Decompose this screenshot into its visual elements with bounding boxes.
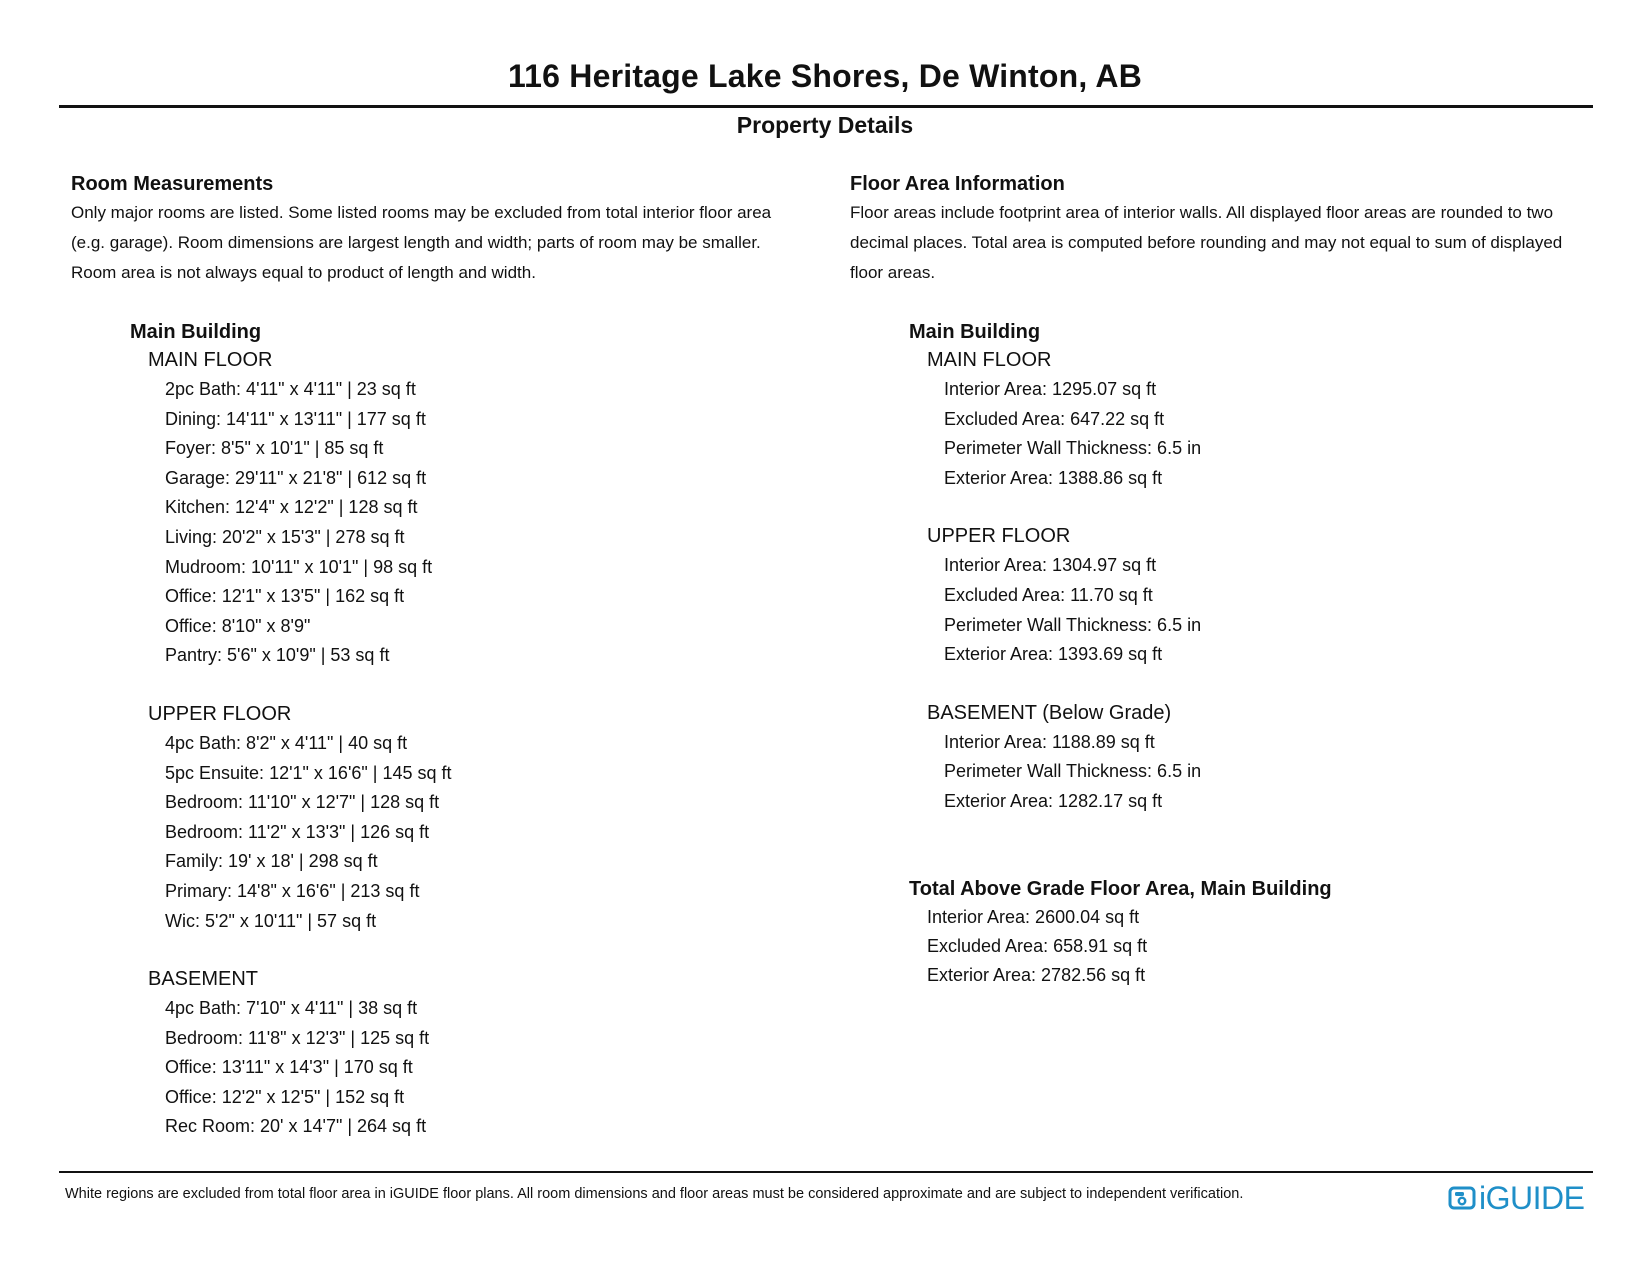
- room-item: Foyer: 8'5" x 10'1" | 85 sq ft: [165, 438, 384, 459]
- floor-heading-basement: BASEMENT (Below Grade): [927, 701, 1172, 724]
- total-area-item: Excluded Area: 658.91 sq ft: [927, 935, 1148, 956]
- floor-heading-upper: UPPER FLOOR: [148, 702, 292, 725]
- room-item: 4pc Bath: 8'2" x 4'11" | 40 sq ft: [165, 732, 408, 753]
- room-item: Family: 19' x 18' | 298 sq ft: [165, 851, 378, 872]
- room-item: Office: 12'2" x 12'5" | 152 sq ft: [165, 1086, 405, 1107]
- room-measurements-note: [71, 198, 811, 288]
- room-item: 5pc Ensuite: 12'1" x 16'6" | 145 sq ft: [165, 762, 452, 783]
- area-item: Interior Area: 1295.07 sq ft: [944, 379, 1157, 399]
- room-item: Primary: 14'8" x 16'6" | 213 sq ft: [165, 880, 420, 901]
- room-measurements-section: [71, 172, 811, 1142]
- footer-disclaimer: White regions are excluded from total floor area in iGUIDE floor plans. All room dimensions and floor areas must be considered approximate and are subject to independent verification.: [65, 1186, 1244, 1202]
- area-item: Perimeter Wall Thickness: 6.5 in: [944, 761, 1202, 782]
- note-line: Room area is not always equal to product of length and width.: [71, 263, 536, 282]
- area-item: Excluded Area: 647.22 sq ft: [944, 408, 1165, 429]
- note-line: (e.g. garage). Room dimensions are largest length and width; parts of room may be smaller.: [71, 233, 761, 252]
- area-item: Exterior Area: 1393.69 sq ft: [944, 644, 1163, 665]
- room-item: 2pc Bath: 4'11" x 4'11" | 23 sq ft: [165, 379, 416, 399]
- room-item: Kitchen: 12'4" x 12'2" | 128 sq ft: [165, 497, 418, 518]
- room-item: Bedroom: 11'10" x 12'7" | 128 sq ft: [165, 792, 440, 813]
- area-item: Exterior Area: 1388.86 sq ft: [944, 467, 1163, 488]
- iguide-logo-text: iGUIDE: [1479, 1180, 1585, 1216]
- iguide-logo: [1448, 1180, 1584, 1216]
- room-item: Office: 12'1" x 13'5" | 162 sq ft: [165, 586, 405, 607]
- room-item: 4pc Bath: 7'10" x 4'11" | 38 sq ft: [165, 998, 418, 1019]
- floor-area-note: [850, 198, 1610, 288]
- total-area-item: Interior Area: 2600.04 sq ft: [927, 906, 1140, 927]
- room-item: Office: 8'10" x 8'9": [165, 615, 311, 636]
- note-line: Floor areas include footprint area of interior walls. All displayed floor areas are rounded to two: [850, 203, 1554, 222]
- room-item: Wic: 5'2" x 10'11" | 57 sq ft: [165, 910, 377, 931]
- room-item: Living: 20'2" x 15'3" | 278 sq ft: [165, 526, 405, 547]
- floor-heading-upper: UPPER FLOOR: [927, 525, 1071, 548]
- header-divider: [59, 105, 1593, 108]
- room-item: Rec Room: 20' x 14'7" | 264 sq ft: [165, 1116, 427, 1137]
- total-area-heading: Total Above Grade Floor Area, Main Building: [909, 877, 1332, 900]
- page-title: 116 Heritage Lake Shores, De Winton, AB: [507, 58, 1143, 94]
- iguide-camera-icon: [1448, 1184, 1476, 1212]
- room-item: Pantry: 5'6" x 10'9" | 53 sq ft: [165, 645, 390, 666]
- area-item: Interior Area: 1304.97 sq ft: [944, 555, 1157, 576]
- building-heading: Main Building: [130, 321, 262, 343]
- floor-heading-main: MAIN FLOOR: [148, 349, 273, 371]
- page-subtitle: Property Details: [736, 112, 914, 138]
- room-measurements-heading: Room Measurements: [71, 173, 274, 195]
- room-item: Garage: 29'11" x 21'8" | 612 sq ft: [165, 467, 427, 488]
- floor-heading-main: MAIN FLOOR: [927, 349, 1052, 371]
- area-item: Interior Area: 1188.89 sq ft: [944, 731, 1155, 752]
- note-line: decimal places. Total area is computed before rounding and may not equal to sum of displayed: [850, 233, 1563, 252]
- room-item: Office: 13'11" x 14'3" | 170 sq ft: [165, 1057, 413, 1078]
- floor-heading-basement: BASEMENT: [148, 968, 259, 991]
- area-item: Exterior Area: 1282.17 sq ft: [944, 790, 1163, 811]
- footer-divider: [59, 1171, 1593, 1173]
- area-item: Perimeter Wall Thickness: 6.5 in: [944, 438, 1202, 459]
- floor-area-section: [850, 172, 1610, 991]
- area-item: Perimeter Wall Thickness: 6.5 in: [944, 614, 1202, 635]
- area-item: Excluded Area: 11.70 sq ft: [944, 584, 1153, 605]
- note-line: floor areas.: [850, 263, 936, 282]
- total-area-item: Exterior Area: 2782.56 sq ft: [927, 965, 1146, 986]
- room-item: Dining: 14'11" x 13'11" | 177 sq ft: [165, 408, 426, 429]
- room-item: Bedroom: 11'2" x 13'3" | 126 sq ft: [165, 821, 430, 842]
- floor-area-heading: Floor Area Information: [850, 173, 1065, 195]
- note-line: Only major rooms are listed. Some listed rooms may be excluded from total interior floor area: [71, 203, 772, 222]
- building-heading: Main Building: [909, 321, 1041, 343]
- room-item: Mudroom: 10'11" x 10'1" | 98 sq ft: [165, 556, 433, 577]
- room-item: Bedroom: 11'8" x 12'3" | 125 sq ft: [165, 1027, 430, 1048]
